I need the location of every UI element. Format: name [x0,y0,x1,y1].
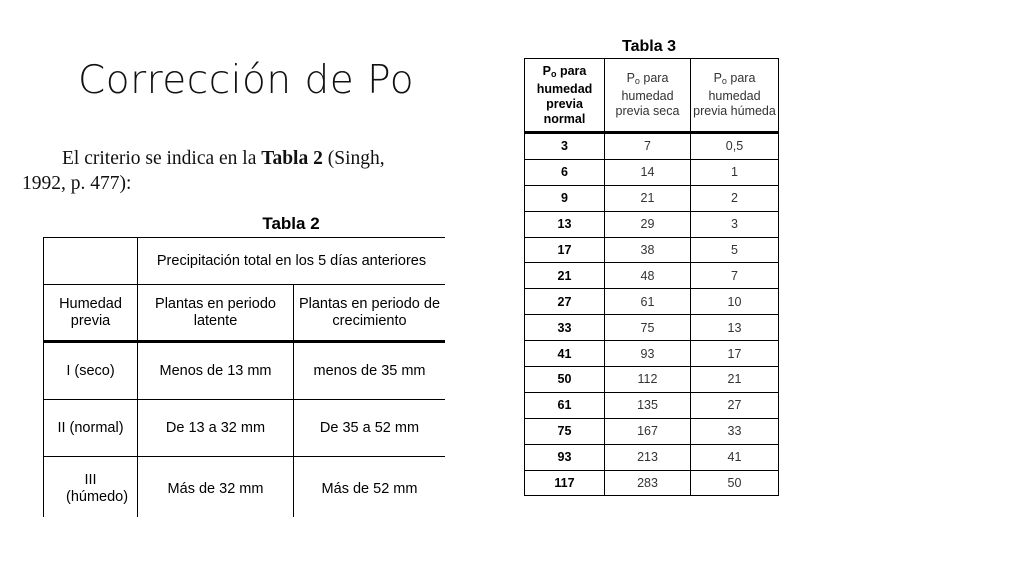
tabla3-cell: 135 [605,392,691,418]
tabla3-cell: 3 [525,133,605,160]
tabla3-row [525,263,779,289]
tabla3-cell: 10 [691,289,779,315]
slide-title: Corrección de Po [78,58,415,103]
tabla3-cell: 7 [691,263,779,289]
tabla3-row [525,470,779,496]
tabla2-empty-cell [44,238,138,285]
tabla3-row [525,341,779,367]
tabla3-cell: 7 [605,133,691,160]
tabla3-header-humeda: $P_o$ para humedad previa húmeda [691,59,779,133]
tabla3-cell: 48 [605,263,691,289]
tabla3-cell: 75 [605,315,691,341]
tabla3-row [525,289,779,315]
criterion-table-ref: Tabla 2 [261,148,323,169]
tabla3-cell: 213 [605,444,691,470]
tabla3-caption: Tabla 3 [622,38,676,55]
tabla3-cell: 13 [691,315,779,341]
tabla2-cell: De 13 a 32 mm [138,400,294,457]
tabla3-cell: 38 [605,237,691,263]
tabla2-cell: Más de 32 mm [138,457,294,518]
tabla3-cell: 27 [691,392,779,418]
tabla3-cell: 283 [605,470,691,496]
tabla2-cell: III (húmedo) [44,457,138,518]
criterion-line2: 1992, p. 477): [22,173,132,194]
tabla2-cell: I (seco) [44,342,138,400]
tabla3-cell: 3 [691,211,779,237]
tabla3-cell: 5 [691,237,779,263]
tabla3-row [525,315,779,341]
tabla3-header-seca: $P_o$ para humedad previa seca [605,59,691,133]
tabla3-cell: 13 [525,211,605,237]
tabla3-cell: 33 [525,315,605,341]
tabla3-cell: 50 [525,367,605,393]
tabla3-cell: 1 [691,159,779,185]
criterion-prefix: El criterio se indica en la [62,148,262,169]
tabla2-caption: Tabla 2 [262,214,320,233]
tabla3-row [525,444,779,470]
tabla2-header-span: Precipitación total en los 5 días anteriores [138,238,446,285]
tabla3-cell: 14 [605,159,691,185]
tabla3-row [525,367,779,393]
tabla3-cell: 41 [525,341,605,367]
tabla3-body [525,133,779,496]
tabla3-cell: 50 [691,470,779,496]
tabla3-cell: 0,5 [691,133,779,160]
tabla3-cell: 29 [605,211,691,237]
tabla3-cell: 75 [525,418,605,444]
tabla3-cell: 167 [605,418,691,444]
tabla3-cell: 93 [525,444,605,470]
tabla2-col-header: Plantas en periodo latente [138,285,294,342]
tabla3 [524,58,779,496]
tabla3-row [525,392,779,418]
tabla3-header-normal: $P_o$ para humedad previa normal [525,59,605,133]
tabla2-cell: II (normal) [44,400,138,457]
tabla3-cell: 61 [605,289,691,315]
tabla2-col-header: Plantas en periodo de crecimiento [294,285,446,342]
tabla2-cell: menos de 35 mm [294,342,446,400]
tabla3-cell: 2 [691,185,779,211]
tabla3-cell: 21 [691,367,779,393]
tabla3-cell: 33 [691,418,779,444]
tabla3-cell: 21 [525,263,605,289]
tabla3-cell: 21 [605,185,691,211]
criterion-suffix: (Singh, [322,148,385,169]
cropped-text-fragment [150,530,430,538]
tabla2 [43,237,445,517]
tabla3-cell: 61 [525,392,605,418]
tabla3-row [525,418,779,444]
tabla2-cell: Menos de 13 mm [138,342,294,400]
tabla3-cell: 27 [525,289,605,315]
criterion-text [22,146,442,196]
tabla3-cell: 93 [605,341,691,367]
tabla3-cell: 41 [691,444,779,470]
tabla3-cell: 9 [525,185,605,211]
tabla3-cell: 17 [525,237,605,263]
tabla2-col-header: Humedad previa [44,285,138,342]
tabla3-cell: 117 [525,470,605,496]
tabla3-row [525,237,779,263]
tabla3-cell: 6 [525,159,605,185]
tabla2-cell: De 35 a 52 mm [294,400,446,457]
tabla3-row [525,133,779,160]
tabla3-cell: 17 [691,341,779,367]
tabla3-row [525,211,779,237]
tabla3-row [525,159,779,185]
tabla3-cell: 112 [605,367,691,393]
tabla2-cell: Más de 52 mm [294,457,446,518]
tabla3-row [525,185,779,211]
